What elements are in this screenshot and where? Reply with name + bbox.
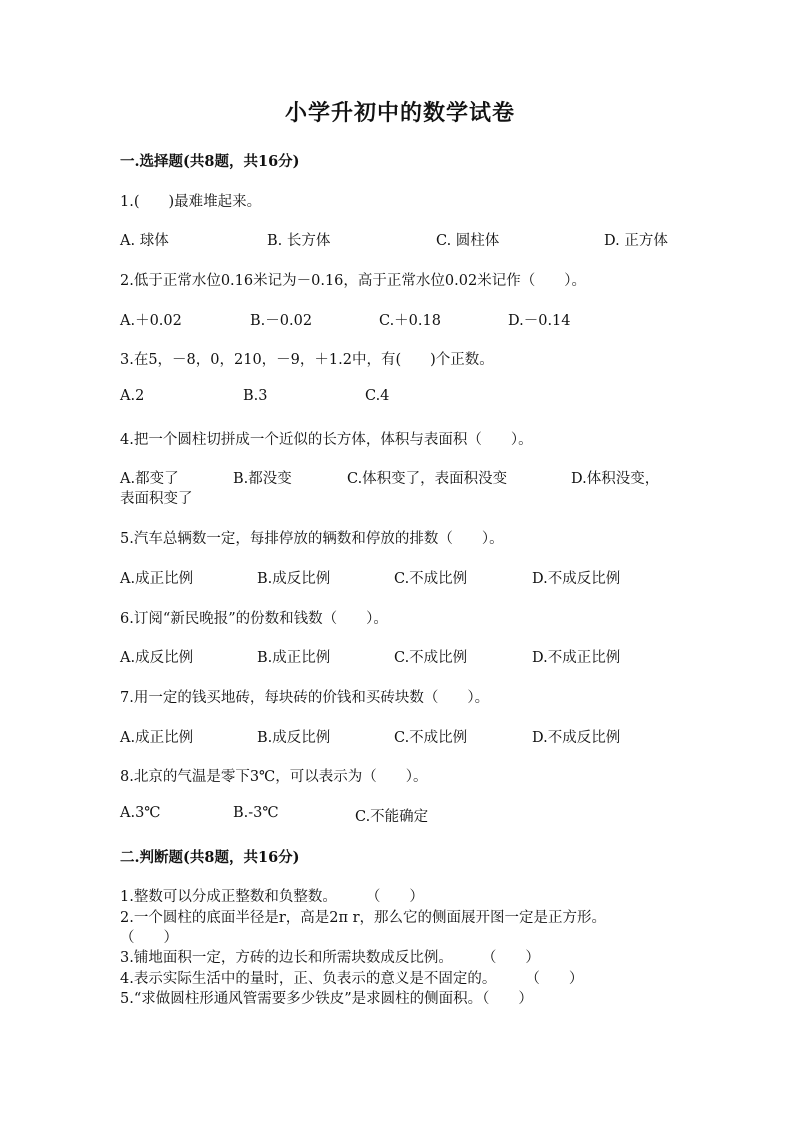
q8-option-c: C.不能确定 bbox=[355, 809, 429, 825]
page-title: 小学升初中的数学试卷 bbox=[284, 100, 515, 126]
q2-option-d: D.－0.14 bbox=[508, 313, 571, 329]
q8-option-b: B.-3℃ bbox=[233, 805, 279, 821]
q3-option-c: C.4 bbox=[365, 388, 390, 404]
q8-option-a: A.3℃ bbox=[120, 805, 161, 821]
q5-option-b: B.成反比例 bbox=[257, 571, 331, 587]
question-3: 3.在5，－8，0，210，－9，＋1.2中，有( )个正数。 bbox=[120, 352, 494, 368]
question-2: 2.低于正常水位0.16米记为－0.16，高于正常水位0.02米记作（ ）。 bbox=[120, 273, 586, 289]
question-5: 5.汽车总辆数一定，每排停放的辆数和停放的排数（ ）。 bbox=[120, 531, 504, 547]
q3-option-a: A.2 bbox=[120, 388, 145, 404]
q4-option-d-continuation: 表面积变了 bbox=[120, 491, 193, 507]
q2-option-c: C.＋0.18 bbox=[379, 313, 441, 329]
q7-option-b: B.成反比例 bbox=[257, 730, 331, 746]
section-heading-choice: 一.选择题(共8题，共16分) bbox=[120, 153, 300, 170]
q6-option-b: B.成正比例 bbox=[257, 650, 331, 666]
q6-option-a: A.成反比例 bbox=[120, 650, 194, 666]
q6-option-d: D.不成正比例 bbox=[532, 650, 621, 666]
section-heading-judgment: 二.判断题(共8题，共16分) bbox=[120, 849, 300, 866]
q5-option-d: D.不成反比例 bbox=[532, 571, 621, 587]
q5-option-c: C.不成比例 bbox=[394, 571, 468, 587]
judgment-1: 1.整数可以分成正整数和负整数。 （ ） bbox=[120, 889, 424, 905]
q3-option-b: B.3 bbox=[243, 388, 268, 404]
judgment-2: 2.一个圆柱的底面半径是r，高是2π r，那么它的侧面展开图一定是正方形。 bbox=[120, 910, 607, 926]
question-6: 6.订阅“新民晚报”的份数和钱数（ ）。 bbox=[120, 611, 388, 627]
q2-option-a: A.＋0.02 bbox=[120, 313, 182, 329]
judgment-4: 4.表示实际生活中的量时，正、负表示的意义是不固定的。 （ ） bbox=[120, 971, 584, 987]
question-4: 4.把一个圆柱切拼成一个近似的长方体，体积与表面积（ ）。 bbox=[120, 432, 533, 448]
judgment-5: 5.“求做圆柱形通风管需要多少铁皮”是求圆柱的侧面积。（ ） bbox=[120, 991, 533, 1007]
q6-option-c: C.不成比例 bbox=[394, 650, 468, 666]
judgment-2-bracket: （ ） bbox=[120, 930, 178, 946]
q4-option-d: D.体积没变， bbox=[571, 471, 660, 487]
q7-option-a: A.成正比例 bbox=[120, 730, 194, 746]
q1-option-b: B. 长方体 bbox=[267, 233, 331, 249]
q1-option-a: A. 球体 bbox=[120, 233, 169, 249]
question-8: 8.北京的气温是零下3℃，可以表示为（ ）。 bbox=[120, 769, 428, 785]
q4-option-a: A.都变了 bbox=[120, 471, 179, 487]
q1-option-c: C. 圆柱体 bbox=[436, 233, 500, 249]
q4-option-b: B.都没变 bbox=[233, 471, 292, 487]
q7-option-c: C.不成比例 bbox=[394, 730, 468, 746]
judgment-3: 3.铺地面积一定，方砖的边长和所需块数成反比例。 （ ） bbox=[120, 950, 540, 966]
q2-option-b: B.－0.02 bbox=[250, 313, 313, 329]
q7-option-d: D.不成反比例 bbox=[532, 730, 621, 746]
q1-option-d: D. 正方体 bbox=[604, 233, 668, 249]
q5-option-a: A.成正比例 bbox=[120, 571, 194, 587]
question-7: 7.用一定的钱买地砖，每块砖的价钱和买砖块数（ ）。 bbox=[120, 690, 490, 706]
q4-option-c: C.体积变了，表面积没变 bbox=[347, 471, 508, 487]
question-1: 1.( )最难堆起来。 bbox=[120, 194, 262, 210]
